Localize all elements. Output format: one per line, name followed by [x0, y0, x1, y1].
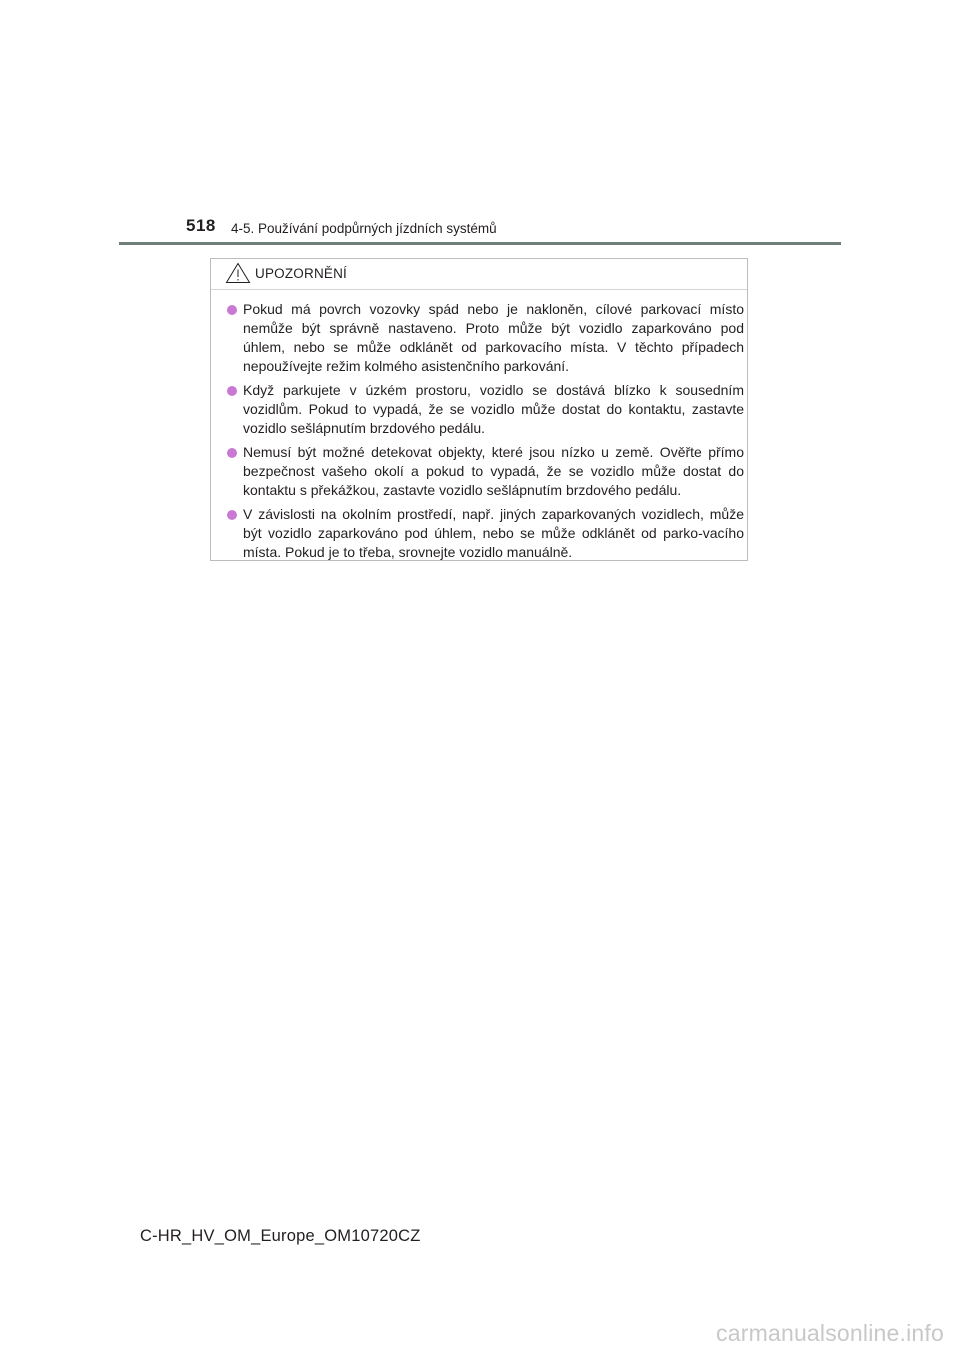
bullet-icon [227, 305, 237, 315]
bullet-icon [227, 510, 237, 520]
warning-title: UPOZORNĚNÍ [255, 266, 348, 281]
warning-item-text: V závislosti na okolním prostředí, např. jiných zaparkovaných vozidlech, může být vozidlo zaparkováno pod úhlem, nebo se může odklánět od parko-vacího místa. Pokud je to třeba, srovnejte vozidlo manuálně. [243, 506, 744, 560]
warning-box [210, 258, 748, 561]
header-divider [119, 242, 841, 245]
warning-triangle-icon [225, 262, 251, 284]
warning-item-text: Nemusí být možné detekovat objekty, které jsou nízko u země. Ověřte přímo bezpečnost vašeho okolí a pokud to vypadá, že se vozidlo může dostat do kontaktu s překážkou, zastavte vozidlo sešlápnutím brzdového pedálu. [243, 444, 744, 498]
warning-item [226, 443, 744, 500]
document-code: C-HR_HV_OM_Europe_OM10720CZ [140, 1227, 421, 1245]
warning-item-text: Když parkujete v úzkém prostoru, vozidlo se dostává blízko k sousedním vozidlům. Pokud to vypadá, že se vozidlo může dostat do kontaktu, zastavte vozidlo sešlápnutím brzdového pedálu. [243, 382, 744, 436]
watermark: carmanualsonline.info [716, 1320, 944, 1346]
warning-item [226, 505, 744, 562]
warning-list [226, 300, 744, 567]
warning-item-text: Pokud má povrch vozovky spád nebo je nakloněn, cílové parkovací místo nemůže být správně nastaveno. Proto může být vozidlo zaparkováno pod úhlem, nebo se může odklánět od parkovacího místa. V těchto případech nepoužívejte režim kolmého asistenčního parkování. [243, 301, 744, 374]
bullet-icon [227, 386, 237, 396]
warning-header [211, 259, 747, 290]
page-number: 518 [186, 216, 216, 235]
warning-item [226, 300, 744, 376]
bullet-icon [227, 448, 237, 458]
chapter-title: 4-5. Používání podpůrných jízdních systémů [231, 221, 497, 236]
warning-item [226, 381, 744, 438]
